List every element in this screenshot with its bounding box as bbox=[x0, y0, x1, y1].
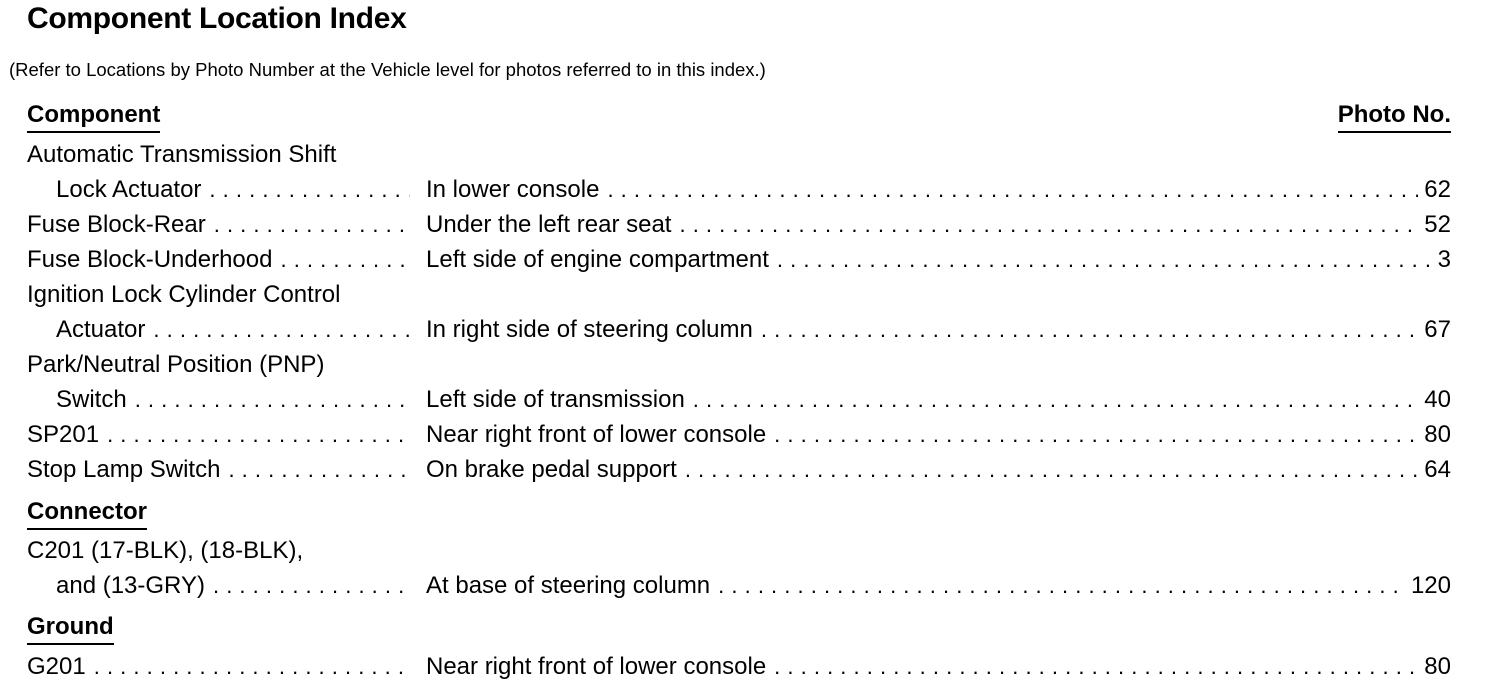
component-name: Fuse Block-Rear bbox=[27, 211, 206, 238]
dot-leader bbox=[693, 382, 1419, 417]
location-text: Left side of engine compartment bbox=[426, 246, 769, 273]
location-cell bbox=[426, 172, 1451, 207]
photo-number: 40 bbox=[1424, 386, 1451, 413]
component-name-line1: Ignition Lock Cylinder Control bbox=[27, 281, 341, 308]
dot-leader bbox=[209, 172, 410, 207]
component-name: Switch bbox=[56, 386, 127, 413]
dot-leader bbox=[153, 312, 410, 347]
dot-leader bbox=[280, 242, 410, 277]
component-name-line1: Park/Neutral Position (PNP) bbox=[27, 351, 325, 378]
index-row bbox=[27, 417, 1451, 452]
dot-leader bbox=[774, 417, 1418, 452]
component-cell bbox=[27, 242, 410, 277]
dot-leader bbox=[213, 568, 410, 603]
dot-leader bbox=[685, 452, 1418, 487]
component-cell bbox=[27, 452, 410, 487]
photo-number: 62 bbox=[1424, 176, 1451, 203]
photo-number: 80 bbox=[1424, 653, 1451, 680]
index-row bbox=[27, 533, 1451, 568]
component-name: G201 bbox=[27, 653, 86, 680]
component-cell bbox=[27, 417, 410, 452]
component-name: and (13-GRY) bbox=[56, 572, 205, 599]
component-column-header: Component bbox=[27, 101, 160, 133]
index-row bbox=[27, 312, 1451, 347]
location-text: In right side of steering column bbox=[426, 316, 753, 343]
photo-no-column-header: Photo No. bbox=[1338, 101, 1451, 133]
location-cell bbox=[426, 417, 1451, 452]
connector-section-header: Connector bbox=[27, 498, 147, 530]
location-cell bbox=[426, 312, 1451, 347]
dot-leader bbox=[135, 382, 410, 417]
index-row bbox=[27, 172, 1451, 207]
component-cell bbox=[56, 172, 410, 207]
index-row bbox=[27, 568, 1451, 603]
location-text: At base of steering column bbox=[426, 572, 711, 599]
index-row bbox=[27, 382, 1451, 417]
photo-number: 67 bbox=[1424, 316, 1451, 343]
component-name: Actuator bbox=[56, 316, 146, 343]
photo-number: 80 bbox=[1424, 421, 1451, 448]
dot-leader bbox=[228, 452, 410, 487]
location-cell bbox=[426, 207, 1451, 242]
photo-number: 120 bbox=[1410, 572, 1451, 599]
page-subtitle: (Refer to Locations by Photo Number at the Vehicle level for photos referred to in this index.) bbox=[9, 59, 766, 80]
component-cell bbox=[56, 312, 410, 347]
index-row bbox=[27, 242, 1451, 277]
dot-leader bbox=[777, 242, 1432, 277]
location-cell bbox=[426, 568, 1451, 603]
dot-leader bbox=[774, 649, 1418, 684]
ground-section-header: Ground bbox=[27, 613, 114, 645]
component-cell bbox=[56, 568, 410, 603]
location-cell bbox=[426, 382, 1451, 417]
index-row bbox=[27, 207, 1451, 242]
index-row bbox=[27, 649, 1451, 684]
dot-leader bbox=[607, 172, 1418, 207]
location-text: On brake pedal support bbox=[426, 456, 677, 483]
location-text: Near right front of lower console bbox=[426, 421, 767, 448]
location-cell bbox=[426, 242, 1451, 277]
component-cell bbox=[56, 382, 410, 417]
dot-leader bbox=[214, 207, 410, 242]
index-row bbox=[27, 452, 1451, 487]
dot-leader bbox=[107, 417, 410, 452]
dot-leader bbox=[761, 312, 1418, 347]
component-name: Stop Lamp Switch bbox=[27, 456, 221, 483]
location-cell bbox=[426, 649, 1451, 684]
component-name: Fuse Block-Underhood bbox=[27, 246, 273, 273]
location-text: In lower console bbox=[426, 176, 600, 203]
index-row bbox=[27, 137, 1451, 172]
component-cell bbox=[27, 649, 410, 684]
dot-leader bbox=[679, 207, 1418, 242]
location-text: Under the left rear seat bbox=[426, 211, 672, 238]
location-text: Left side of transmission bbox=[426, 386, 685, 413]
location-cell bbox=[426, 452, 1451, 487]
photo-number: 64 bbox=[1424, 456, 1451, 483]
location-text: Near right front of lower console bbox=[426, 653, 767, 680]
component-name-line1: C201 (17-BLK), (18-BLK), bbox=[27, 537, 304, 564]
page-title: Component Location Index bbox=[27, 2, 407, 35]
index-row bbox=[27, 277, 1451, 312]
component-name: SP201 bbox=[27, 421, 100, 448]
component-name: Lock Actuator bbox=[56, 176, 202, 203]
dot-leader bbox=[94, 649, 410, 684]
component-cell bbox=[27, 207, 410, 242]
index-row bbox=[27, 347, 1451, 382]
photo-number: 3 bbox=[1437, 246, 1451, 273]
component-name-line1: Automatic Transmission Shift bbox=[27, 141, 337, 168]
dot-leader bbox=[718, 568, 1405, 603]
photo-number: 52 bbox=[1424, 211, 1451, 238]
